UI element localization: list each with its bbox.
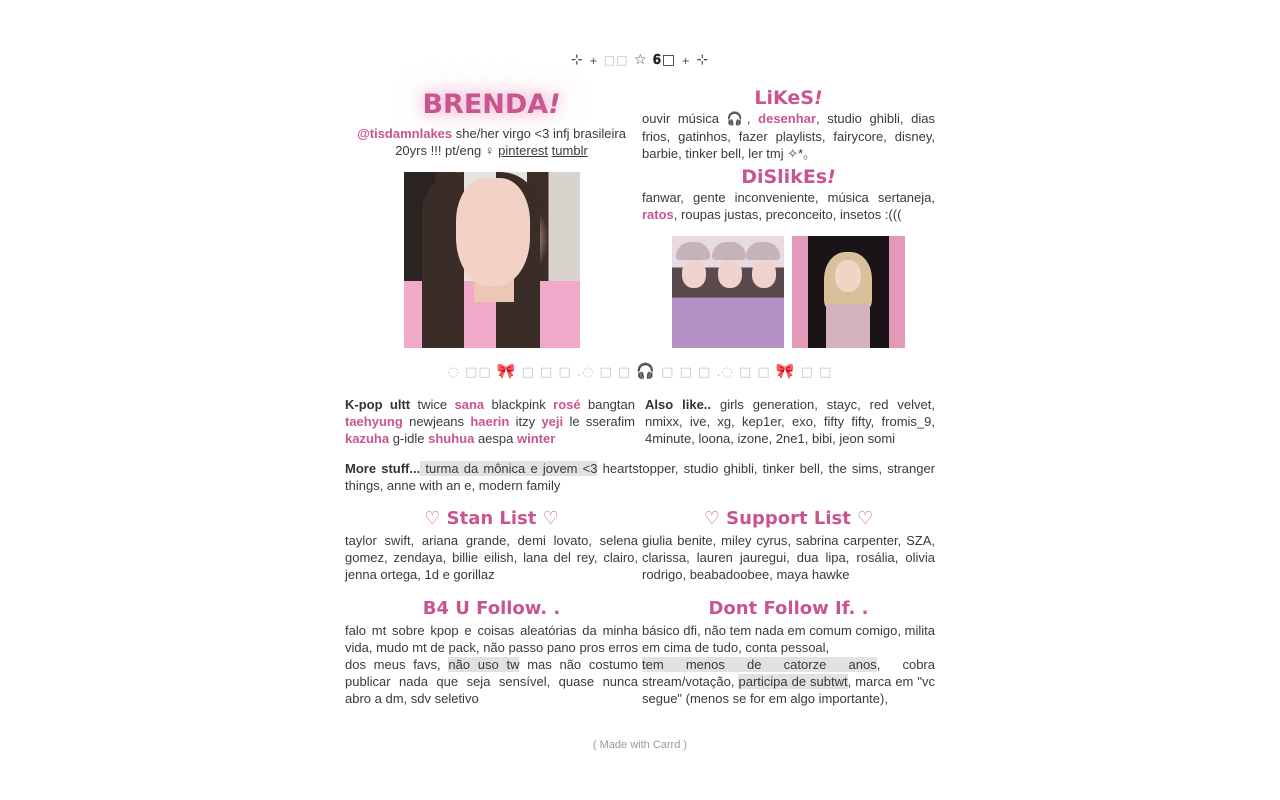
dont-follow-if (642, 596, 935, 707)
lists-row (345, 506, 935, 583)
profile-handle: @tisdamnlakes (357, 126, 453, 141)
follow-rules-row (345, 596, 935, 707)
pinterest-link[interactable]: pinterest (498, 143, 549, 158)
dont-follow-title: Dont Follow If. . (708, 598, 869, 619)
gallery-photo (792, 236, 905, 348)
likes-title: LiKeS! (754, 87, 823, 109)
stan-list-title: ♡ Stan List ♡ (424, 508, 559, 529)
star-icon: ☆ (634, 52, 648, 68)
headphones-icon: 🎧 (726, 112, 747, 127)
headphones-icon: 🎧 (636, 362, 657, 380)
photo-gallery (642, 236, 935, 348)
before-you-follow (345, 596, 638, 707)
ribbon-icon: 🎀 (496, 362, 517, 380)
dont-follow-text: básico dfi, não tem nada em comum comigo, milita em cima de tudo, conta pessoal, tem menos de catorze anos, cobra stream/votação, participa de subtwt, marca em "vc segue" (menos se for em algo importante), (642, 623, 935, 706)
sparkle-icon: ⊹ (570, 52, 584, 68)
stan-list-text: taylor swift, ariana grande, demi lovato, selena gomez, zendaya, billie eilish, lana del rey, clairo, jenna ortega, 1d e gorillaz (345, 533, 638, 582)
also-like-text: Also like.. girls generation, stayc, red velvet, nmixx, ive, xg, kep1er, exo, fifty fifty, fromis_9, 4minute, loona, izone, 2ne1, bibi, jeon somi (645, 397, 935, 446)
dislikes-text: fanwar, gente inconveniente, música sertaneja, ratos, roupas justas, preconceito, insetos :((( (642, 190, 935, 222)
divider-decoration: ◌ □□ 🎀 □ □ □ .◌ □ □ 🎧 □ □ □ .◌ □ □ 🎀 □ □ (447, 362, 833, 380)
likes-column (642, 86, 935, 348)
made-with-carrd-link[interactable]: ( Made with Carrd ) (592, 739, 688, 751)
top-decoration: ⊹ + □□ ☆ 𝟔□ + ⊹ (570, 52, 710, 68)
b4-follow-title: B4 U Follow. . (422, 598, 561, 619)
profile-column (345, 86, 638, 348)
stan-list (345, 506, 638, 583)
more-stuff-text: More stuff... turma da mônica e jovem <3 heartstopper, studio ghibli, tinker bell, the sims, stranger things, anne with an e, modern family (345, 461, 935, 493)
tumblr-link[interactable]: tumblr (551, 143, 588, 158)
sparkle-icon: ⊹ (696, 52, 710, 68)
avatar (404, 172, 580, 348)
ribbon-icon: 🎀 (775, 362, 796, 380)
support-list-text: giulia benite, miley cyrus, sabrina carpenter, SZA, clarissa, lauren jauregui, dua lipa, rosália, olivia rodrigo, beabadoobee, maya hawke (642, 533, 935, 582)
dislikes-title: DiSlikEs! (741, 166, 836, 188)
profile-name: BRENDA! (422, 89, 561, 120)
support-list (642, 506, 935, 583)
b4-follow-text: falo mt sobre kpop e coisas aleatórias da minha vida, mudo mt de pack, não passo pano pros erros dos meus favs, não uso tw mas não costumo publicar nada que seja sensível, quase nunca abro a dm, sdv seletivo (345, 623, 639, 706)
kpop-row (345, 396, 935, 447)
support-list-title: ♡ Support List ♡ (703, 508, 874, 529)
profile-bio: @tisdamnlakes she/her virgo <3 infj brasileira 20yrs !!! pt/eng ♀ pinterest tumblr (357, 126, 626, 158)
gallery-photo (672, 236, 784, 348)
likes-text: ouvir música 🎧, desenhar, studio ghibli, dias frios, gatinhos, fazer playlists, fairycore, disney, barbie, tinker bell, ler tmj ✧*。 (642, 111, 936, 161)
kpop-ult-text: K-pop ultt twice sana blackpink rosé bangtan taehyung newjeans haerin itzy yeji le sserafim kazuha g-idle shuhua aespa winter (345, 397, 635, 446)
